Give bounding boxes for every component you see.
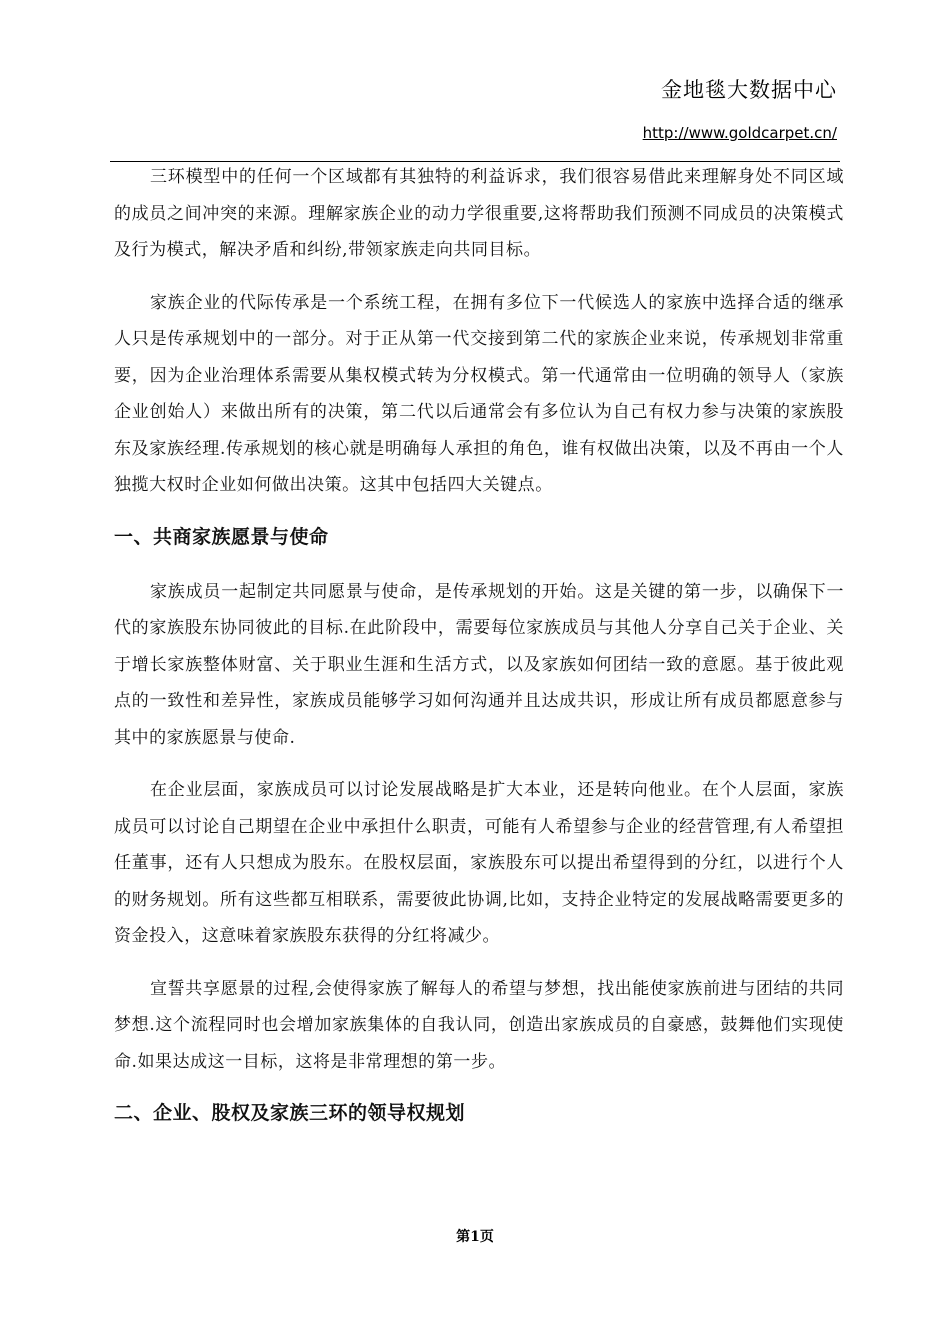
site-url-link[interactable]: http://www.goldcarpet.cn/ — [642, 124, 837, 142]
paragraph-5: 宣誓共享愿景的过程,会使得家族了解每人的希望与梦想，找出能使家族前进与团结的共同梦想.这个流程同时也会增加家族集体的自我认同，创造出家族成员的自豪感，鼓舞他们实现使命.如果达成这一目标，这将是非常理想的第一步。 — [114, 978, 844, 1072]
paragraph-2: 家族企业的代际传承是一个系统工程，在拥有多位下一代候选人的家族中选择合适的继承人只是传承规划中的一部分。对于正从第一代交接到第二代的家族企业来说，传承规划非常重要，因为企业治理体系需要从集权模式转为分权模式。第一代通常由一位明确的领导人（家族企业创始人）来做出所有的决策，第二代以后通常会有多位认为自己有权力参与决策的家族股东及家族经理.传承规划的核心就是明确每人承担的角色，谁有权做出决策，以及不再由一个人独揽大权时企业如何做出决策。这其中包括四大关键点。 — [114, 292, 844, 495]
page-number: 第1页 — [456, 1229, 494, 1245]
section-heading-1: 一、共商家族愿景与使命 — [114, 525, 329, 548]
paragraph-3: 家族成员一起制定共同愿景与使命，是传承规划的开始。这是关键的第一步，以确保下一代的家族股东协同彼此的目标.在此阶段中，需要每位家族成员与其他人分享自己关于企业、关于增长家族整体财富、关于职业生涯和生活方式，以及家族如何团结一致的意愿。基于彼此观点的一致性和差异性，家族成员能够学习如何沟通并且达成共识，形成让所有成员都愿意参与其中的家族愿景与使命. — [114, 581, 844, 748]
paragraph-4: 在企业层面，家族成员可以讨论发展战略是扩大本业，还是转向他业。在个人层面，家族成员可以讨论自己期望在企业中承担什么职责，可能有人希望参与企业的经营管理,有人希望担任董事，还有人只想成为股东。在股权层面，家族股东可以提出希望得到的分红，以进行个人的财务规划。所有这些都互相联系，需要彼此协调,比如，支持企业特定的发展战略需要更多的资金投入，这意味着家族股东获得的分红将减少。 — [114, 780, 844, 946]
section-heading-2: 二、企业、股权及家族三环的领导权规划 — [114, 1102, 466, 1124]
paragraph-1: 三环模型中的任何一个区域都有其独特的利益诉求，我们很容易借此来理解身处不同区域的成员之间冲突的来源。理解家族企业的动力学很重要,这将帮助我们预测不同成员的决策模式及行为模式，解决矛盾和纠纷,带领家族走向共同目标。 — [114, 167, 844, 260]
site-title: 金地毯大数据中心 — [661, 78, 837, 102]
document-body — [114, 159, 844, 1150]
